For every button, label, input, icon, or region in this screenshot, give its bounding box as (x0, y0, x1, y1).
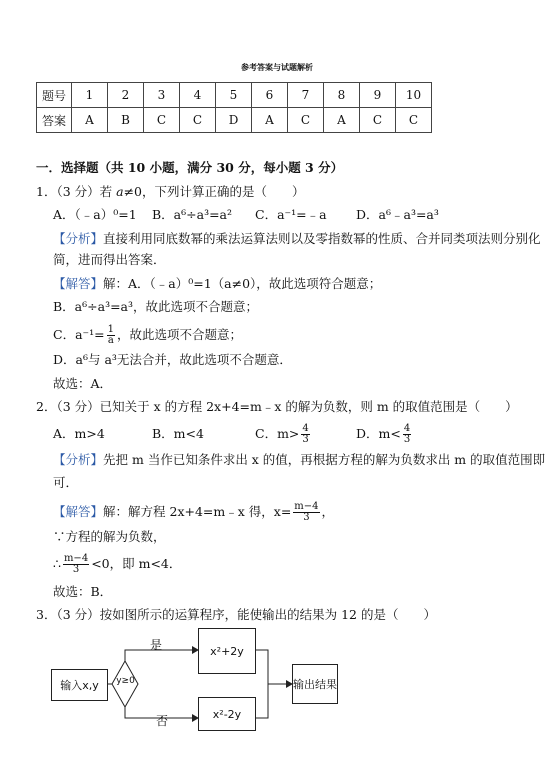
flow-condition: y≥0 (116, 676, 135, 686)
table-cell: C (288, 108, 324, 133)
table-cell: 8 (324, 83, 360, 108)
solution-text: <0，即 m<4． (91, 556, 182, 571)
option-b: B．m<4 (152, 426, 204, 441)
flow-yes-label: 是 (150, 638, 163, 652)
analysis-line (53, 231, 541, 247)
flow-bottom-expr-box: x²-2y (198, 697, 256, 731)
solution-line (53, 551, 181, 577)
solution-line (53, 499, 334, 525)
fraction (107, 325, 115, 346)
flow-input-box: 输入x,y (51, 669, 108, 701)
table-cell: C (396, 108, 432, 133)
table-cell: A (72, 108, 108, 133)
solution-text: 解：A．（﹣a）⁰=1（a≠0），故此选项符合题意； (103, 276, 382, 291)
solution-line: ∵方程的解为负数， (53, 529, 166, 544)
table-cell: 6 (252, 83, 288, 108)
table-cell: 10 (396, 83, 432, 108)
solution-line: B．a⁶÷a³=a³，故此选项不合题意； (53, 299, 259, 314)
solution-text: ，故此选项不合题意； (116, 327, 242, 342)
section-heading: 一．选择题（共 10 小题，满分 30 分，每小题 3 分） (36, 160, 344, 175)
choose-line: 故选：A． (53, 376, 113, 391)
fraction (293, 502, 319, 523)
page-title: 参考答案与试题解析 (241, 62, 313, 72)
option-a: A．（﹣a）⁰=1 (53, 207, 137, 222)
solution-text: ， (321, 504, 335, 519)
solution-line (53, 276, 381, 292)
option-c (255, 421, 312, 447)
table-cell: C (144, 108, 180, 133)
solution-text: C．a⁻¹= (53, 327, 105, 342)
table-cell: 1 (72, 83, 108, 108)
table-cell: C (180, 108, 216, 133)
analysis-tag: 【分析】 (53, 231, 104, 246)
fraction-numerator: 1 (107, 324, 114, 335)
option-text: C．m> (255, 426, 300, 441)
stem-text: 1．（3 分）若 (36, 184, 117, 199)
analysis-line (53, 452, 545, 468)
fraction-numerator: 4 (302, 423, 309, 434)
solution-text: 解：解方程 2x+4=m﹣x 得，x= (103, 504, 292, 519)
table-cell: 7 (288, 83, 324, 108)
table-header-cell: 题号 (37, 83, 72, 108)
table-cell: 2 (108, 83, 144, 108)
table-cell: 3 (144, 83, 180, 108)
stem-text: ≠0，下列计算正确的是（ ） (123, 184, 305, 199)
table-row (37, 83, 432, 108)
table-cell: 9 (360, 83, 396, 108)
choose-line: 故选：B． (53, 584, 113, 599)
table-cell: 4 (180, 83, 216, 108)
fraction-numerator: 4 (403, 423, 411, 434)
fraction-numerator: m−4 (294, 501, 319, 512)
option-d: D．a⁶﹣a³=a³ (356, 207, 439, 222)
analysis-line: 可． (53, 475, 79, 490)
solution-line (53, 323, 242, 347)
answer-table (36, 82, 432, 133)
option-text: D．m< (356, 426, 401, 441)
flow-output-box: 输出结果 (292, 664, 338, 704)
analysis-text: 先把 m 当作已知条件求出 x 的值，再根据方程的解为负数求出 m 的取值范围即 (103, 452, 546, 467)
table-cell: D (216, 108, 252, 133)
table-row (37, 108, 432, 133)
solution-tag: 【解答】 (53, 504, 104, 519)
question-1-stem (36, 184, 305, 200)
fraction-denominator: 3 (72, 564, 80, 575)
table-cell: A (252, 108, 288, 133)
fraction-denominator: 3 (303, 512, 310, 523)
fraction (63, 554, 89, 575)
solution-line: D．a⁶与 a³无法合并，故此选项不合题意． (53, 352, 292, 367)
flow-top-expr-box: x²+2y (198, 628, 256, 674)
fraction-denominator: a (107, 335, 114, 346)
analysis-text: 直接利用同底数幂的乘法运算法则以及零指数幂的性质、合并同类项法则分别化 (103, 231, 541, 246)
option-b: B．a⁶÷a³=a² (152, 207, 233, 222)
solution-text: ∴ (53, 556, 61, 571)
table-header-cell: 答案 (37, 108, 72, 133)
option-d (356, 421, 413, 447)
fraction-numerator: m−4 (63, 553, 89, 564)
flow-no-label: 否 (156, 714, 169, 728)
table-cell: B (108, 108, 144, 133)
fraction (403, 424, 411, 445)
option-a: A．m>4 (53, 426, 105, 441)
fraction-denominator: 3 (302, 434, 309, 445)
fraction (301, 424, 309, 445)
question-3-stem: 3．（3 分）按如图所示的运算程序，能使输出的结果为 12 的是（ ） (36, 607, 436, 622)
table-cell: A (324, 108, 360, 133)
table-cell: 5 (216, 83, 252, 108)
table-cell: C (360, 108, 396, 133)
solution-tag: 【解答】 (53, 276, 104, 291)
analysis-line: 简，进而得出答案． (53, 252, 166, 267)
fraction-denominator: 3 (403, 434, 411, 445)
option-c: C．a⁻¹=﹣a (255, 207, 327, 222)
question-2-stem: 2．（3 分）已知关于 x 的方程 2x+4=m﹣x 的解为负数，则 m 的取值范围是（ ） (36, 399, 518, 414)
stem-variable: a (116, 184, 124, 199)
analysis-tag: 【分析】 (53, 452, 104, 467)
